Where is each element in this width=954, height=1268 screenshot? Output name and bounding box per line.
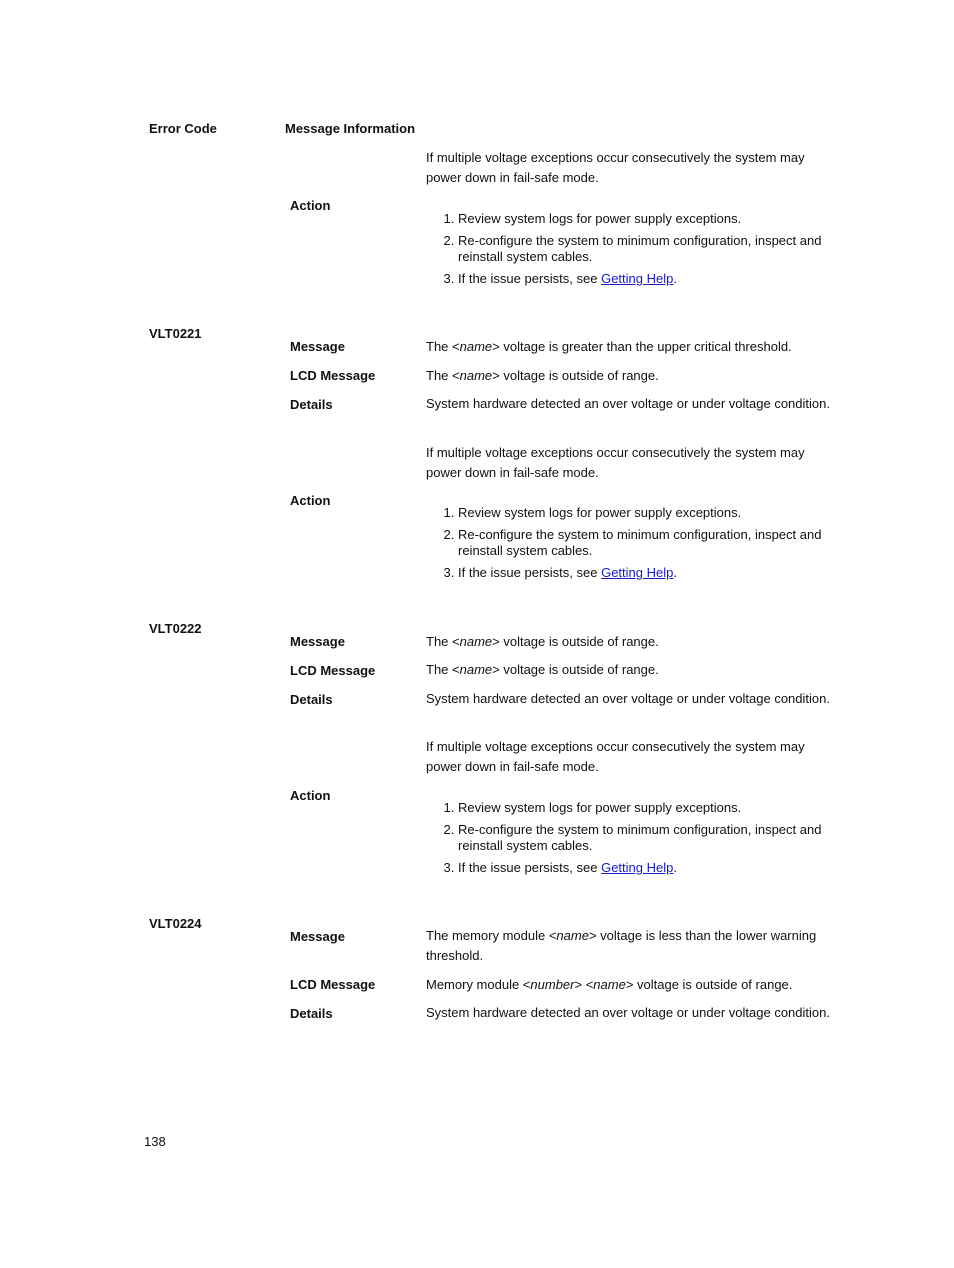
action-step: 1. Review system logs for power supply exceptions.	[458, 505, 868, 521]
action-label: Action	[290, 788, 331, 803]
action-step: 3. If the issue persists, see Getting Help.	[458, 860, 868, 876]
lcd-message-label: LCD Message	[290, 368, 376, 383]
details-label: Details	[290, 397, 333, 412]
lcd-message-label: LCD Message	[290, 663, 376, 678]
failsafe-text: If multiple voltage exceptions occur consecutively the system may power down in fail-safe mode.	[426, 445, 805, 480]
message-label: Message	[290, 634, 345, 649]
details-label: Details	[290, 692, 333, 707]
message-text: The memory module <name> voltage is less than the lower warning threshold.	[426, 928, 817, 963]
message-text: The <name> voltage is greater than the upper critical threshold.	[426, 339, 792, 354]
message-text: The <name> voltage is outside of range.	[426, 634, 659, 649]
action-step: 2. Re-configure the system to minimum configuration, inspect and reinstall system cables.	[458, 822, 868, 854]
getting-help-link[interactable]: Getting Help	[601, 565, 674, 580]
column-header-error-code: Error Code	[149, 121, 217, 136]
column-header-message-information: Message Information	[285, 121, 416, 136]
getting-help-link[interactable]: Getting Help	[601, 860, 674, 875]
details-text: System hardware detected an over voltage or under voltage condition.	[426, 396, 830, 411]
action-label: Action	[290, 493, 331, 508]
error-code-vlt0221: VLT0221	[149, 326, 202, 341]
action-step: 3. If the issue persists, see Getting Help.	[458, 271, 868, 287]
getting-help-link[interactable]: Getting Help	[601, 271, 674, 286]
page-number: 138	[144, 1134, 166, 1149]
details-text: System hardware detected an over voltage or under voltage condition.	[426, 691, 830, 706]
failsafe-text: If multiple voltage exceptions occur consecutively the system may power down in fail-safe mode.	[426, 739, 805, 774]
action-steps	[426, 505, 868, 587]
prev-failsafe-text: If multiple voltage exceptions occur consecutively the system may power down in fail-safe mode.	[426, 150, 805, 185]
lcd-message-text: The <name> voltage is outside of range.	[426, 368, 659, 383]
details-text: System hardware detected an over voltage or under voltage condition.	[426, 1005, 830, 1020]
prev-action-steps	[426, 211, 868, 293]
error-code-vlt0224: VLT0224	[149, 916, 202, 931]
lcd-message-text: Memory module <number> <name> voltage is outside of range.	[426, 977, 793, 992]
action-step: 3. If the issue persists, see Getting Help.	[458, 565, 868, 581]
lcd-message-label: LCD Message	[290, 977, 376, 992]
lcd-message-text: The <name> voltage is outside of range.	[426, 662, 659, 677]
action-steps	[426, 800, 868, 882]
action-step: 2. Re-configure the system to minimum configuration, inspect and reinstall system cables.	[458, 527, 868, 559]
error-code-vlt0222: VLT0222	[149, 621, 202, 636]
details-label: Details	[290, 1006, 333, 1021]
message-label: Message	[290, 929, 345, 944]
action-step: 1. Review system logs for power supply exceptions.	[458, 211, 868, 227]
action-step: 1. Review system logs for power supply exceptions.	[458, 800, 868, 816]
prev-action-label: Action	[290, 198, 331, 213]
action-step: 2. Re-configure the system to minimum configuration, inspect and reinstall system cables.	[458, 233, 868, 265]
message-label: Message	[290, 339, 345, 354]
